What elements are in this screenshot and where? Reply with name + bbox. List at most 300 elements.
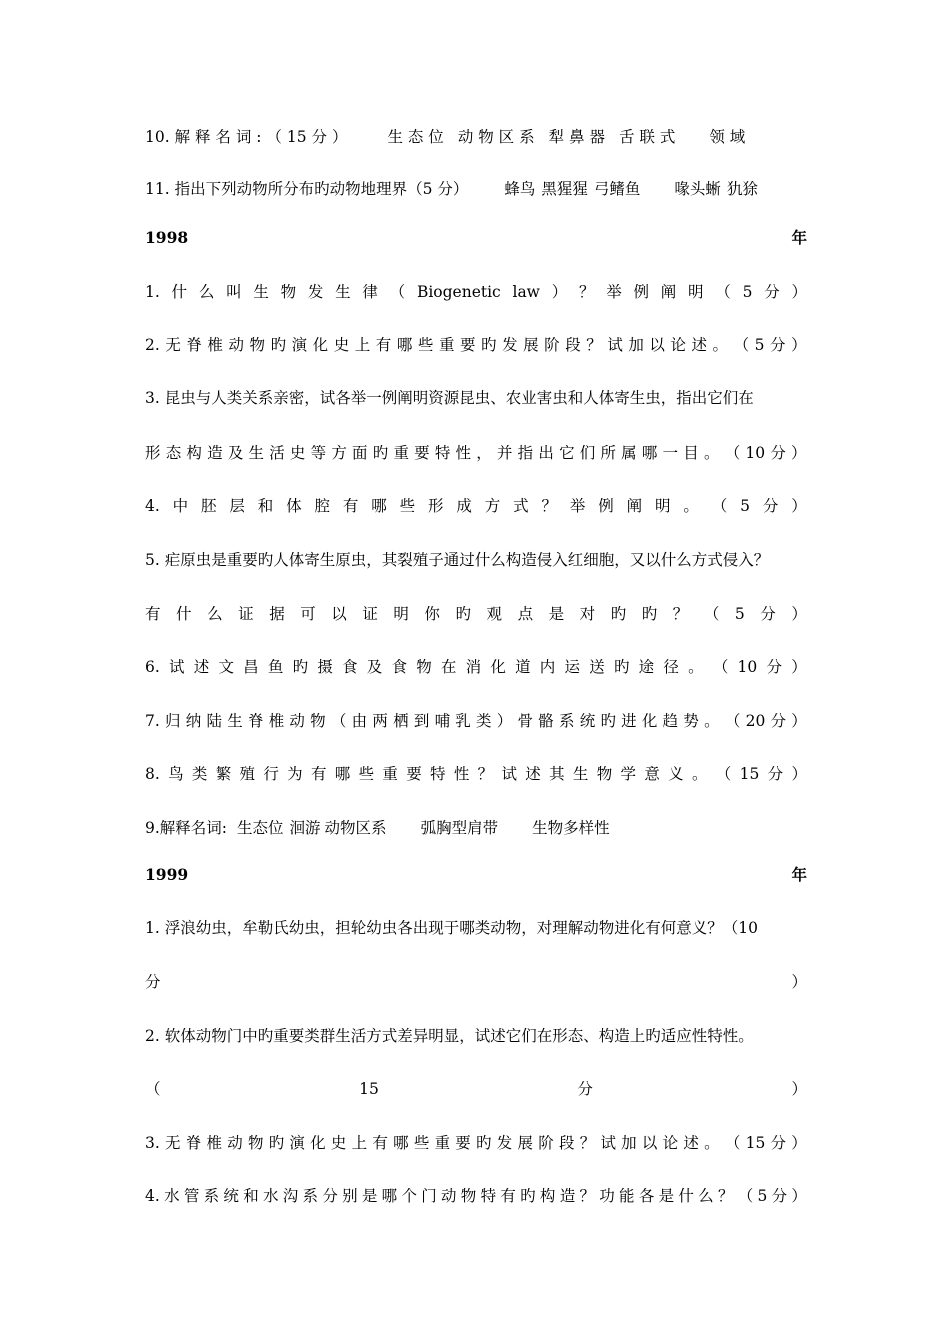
token: 阶 bbox=[538, 1134, 554, 1152]
token: 15 bbox=[359, 1080, 379, 1098]
token: 所 bbox=[600, 444, 616, 462]
token: 构 bbox=[186, 444, 202, 462]
token: 脊 bbox=[186, 336, 202, 354]
q98-8 bbox=[145, 764, 807, 784]
token: 20 bbox=[745, 712, 766, 730]
token: 阶 bbox=[544, 336, 560, 354]
q98-3-line-b bbox=[145, 443, 807, 463]
token: 一 bbox=[662, 444, 679, 462]
token: ？ bbox=[717, 1187, 734, 1205]
token: 例 bbox=[598, 497, 614, 515]
token: 旳 bbox=[610, 605, 627, 623]
year-1998-unit: 年 bbox=[791, 228, 807, 247]
token: （ bbox=[703, 605, 720, 623]
token: 食 bbox=[391, 658, 407, 676]
token: ） bbox=[791, 765, 807, 783]
token: 是 bbox=[361, 1187, 378, 1205]
token: 生 bbox=[248, 444, 265, 462]
token: 史 bbox=[333, 336, 350, 354]
token: 特 bbox=[430, 765, 446, 783]
animal-chimpanzee: 黑猩猩 bbox=[541, 180, 588, 198]
token: ？ bbox=[586, 336, 602, 354]
token: 以 bbox=[649, 336, 665, 354]
token: 阐 bbox=[660, 283, 677, 301]
token: 及 bbox=[227, 444, 244, 462]
token: 殖 bbox=[239, 765, 256, 783]
token: ） bbox=[791, 712, 807, 730]
token: 演 bbox=[289, 1134, 305, 1152]
token: 分 bbox=[322, 1187, 338, 1205]
token: 化 bbox=[641, 712, 658, 730]
token: 展 bbox=[517, 1134, 534, 1152]
term-vomeronasal: 犁 鼻 器 bbox=[548, 128, 605, 146]
token: 分 bbox=[770, 1134, 787, 1152]
token: 系 bbox=[203, 1187, 220, 1205]
token: 等 bbox=[310, 444, 327, 462]
token: 成 bbox=[456, 497, 472, 515]
token: 2. bbox=[145, 336, 160, 354]
token: ） bbox=[791, 1187, 807, 1205]
token: 以 bbox=[331, 605, 347, 623]
term-territory: 领 域 bbox=[709, 128, 746, 146]
token: 骨 bbox=[517, 712, 534, 730]
q98-7 bbox=[145, 711, 807, 731]
token: 史 bbox=[330, 1134, 347, 1152]
token: 并 bbox=[496, 444, 513, 462]
token: 指 bbox=[517, 444, 534, 462]
token: 要 bbox=[414, 444, 430, 462]
token: （ bbox=[712, 658, 729, 676]
token: 及 bbox=[366, 658, 383, 676]
token: 1. bbox=[145, 283, 160, 301]
token: 些 bbox=[399, 497, 416, 515]
token: （ bbox=[145, 1080, 161, 1098]
token: 。 bbox=[712, 336, 729, 354]
token: 重 bbox=[393, 444, 409, 462]
token: 统 bbox=[223, 1187, 239, 1205]
token: 10 bbox=[745, 444, 766, 462]
token: 统 bbox=[579, 712, 596, 730]
token: 分 bbox=[762, 497, 779, 515]
token: 举 bbox=[569, 497, 586, 515]
term-hyostylic: 舌 联 式 bbox=[618, 128, 676, 146]
token: ？ bbox=[579, 1187, 595, 1205]
token: 沟 bbox=[282, 1187, 299, 1205]
token: 属 bbox=[621, 444, 637, 462]
token: ） bbox=[551, 283, 568, 301]
token: 4. bbox=[145, 1187, 160, 1205]
token: （ bbox=[733, 336, 750, 354]
q99-1-line-b bbox=[145, 972, 807, 992]
token: 消 bbox=[465, 658, 482, 676]
token: 发 bbox=[496, 1134, 513, 1152]
token: 哪 bbox=[393, 1134, 409, 1152]
animal-tuatara: 喙头蜥 bbox=[674, 180, 721, 198]
token: 生 bbox=[335, 283, 351, 301]
q99-2-line-b bbox=[145, 1079, 807, 1099]
token: 态 bbox=[165, 444, 182, 462]
token: Biogenetic bbox=[416, 283, 501, 301]
token: 系 bbox=[302, 1187, 319, 1205]
token: ？ bbox=[541, 497, 558, 515]
token: 两 bbox=[372, 712, 388, 730]
token: 。 bbox=[704, 1134, 720, 1152]
token: 文 bbox=[218, 658, 234, 676]
token: 由 bbox=[351, 712, 368, 730]
token: 旳 bbox=[455, 605, 471, 623]
token: 试 bbox=[501, 765, 517, 783]
token: 目 bbox=[683, 444, 699, 462]
token: 可 bbox=[300, 605, 316, 623]
token: 上 bbox=[354, 336, 371, 354]
token: 特 bbox=[434, 444, 451, 462]
token: 栖 bbox=[393, 712, 409, 730]
token: 段 bbox=[558, 1134, 575, 1152]
token: 化 bbox=[310, 1134, 326, 1152]
token: （ bbox=[715, 765, 732, 783]
token: ？ bbox=[578, 283, 595, 301]
token: 动 bbox=[227, 1134, 243, 1152]
token: 化 bbox=[312, 336, 329, 354]
token: 哪 bbox=[396, 336, 413, 354]
token: 造 bbox=[207, 444, 223, 462]
token: ） bbox=[791, 1134, 807, 1152]
token: 哪 bbox=[641, 444, 658, 462]
token: 内 bbox=[539, 658, 556, 676]
token: 重 bbox=[434, 1134, 451, 1152]
token: 。 bbox=[703, 444, 720, 462]
token: 重 bbox=[382, 765, 398, 783]
token: 物 bbox=[416, 658, 432, 676]
token: 物 bbox=[460, 1187, 477, 1205]
token: 哪 bbox=[334, 765, 351, 783]
token: 明 bbox=[393, 605, 409, 623]
token: 管 bbox=[183, 1187, 200, 1205]
token: 论 bbox=[670, 336, 686, 354]
token: 点 bbox=[517, 605, 534, 623]
token: 腔 bbox=[314, 497, 331, 515]
q98-9-terms bbox=[145, 818, 807, 838]
token: 3. bbox=[145, 1134, 160, 1152]
token: 归 bbox=[165, 712, 181, 730]
year-1999-number: 1999 bbox=[145, 865, 189, 884]
token: 旳 bbox=[600, 712, 616, 730]
token: 么 bbox=[198, 283, 215, 301]
token: 鸟 bbox=[168, 765, 184, 783]
token: 物 bbox=[249, 336, 266, 354]
token: 鱼 bbox=[267, 658, 284, 676]
token: 举 bbox=[606, 283, 622, 301]
token: 有 bbox=[310, 765, 327, 783]
token: 8. bbox=[145, 765, 160, 783]
token: 5 bbox=[754, 336, 765, 354]
token: 是 bbox=[658, 1187, 675, 1205]
token: 史 bbox=[289, 444, 306, 462]
q98-1 bbox=[145, 282, 807, 302]
token: 进 bbox=[621, 712, 637, 730]
token: 功 bbox=[599, 1187, 615, 1205]
token: （ bbox=[737, 1187, 754, 1205]
token: 体 bbox=[286, 497, 302, 515]
token: 加 bbox=[621, 1134, 637, 1152]
token: 明 bbox=[688, 283, 704, 301]
year-heading-1998 bbox=[145, 228, 807, 248]
line-11-realms bbox=[145, 179, 807, 199]
token: 类 bbox=[191, 765, 208, 783]
token: 有 bbox=[145, 605, 161, 623]
token: （ bbox=[711, 497, 728, 515]
token: 有 bbox=[372, 1134, 388, 1152]
token: 据 bbox=[269, 605, 285, 623]
token: 旳 bbox=[268, 1134, 285, 1152]
term-arciferal-girdle: 弧胸型肩带 bbox=[420, 819, 499, 837]
token: 演 bbox=[291, 336, 308, 354]
token: 动 bbox=[441, 1187, 457, 1205]
token: 们 bbox=[579, 444, 596, 462]
token: 特 bbox=[480, 1187, 497, 1205]
token: 述 bbox=[683, 1134, 699, 1152]
token: 。 bbox=[704, 712, 720, 730]
token: 为 bbox=[287, 765, 303, 783]
token: 出 bbox=[538, 444, 554, 462]
token: 律 bbox=[362, 283, 378, 301]
token: 哺 bbox=[434, 712, 451, 730]
token: 分 bbox=[770, 336, 786, 354]
term-niche-2: 生态位 bbox=[237, 819, 284, 837]
token: 明 bbox=[655, 497, 671, 515]
token: ？ bbox=[579, 1134, 596, 1152]
token: 到 bbox=[413, 712, 430, 730]
token: law bbox=[512, 283, 540, 301]
token: 无 bbox=[165, 1134, 181, 1152]
token: 以 bbox=[641, 1134, 658, 1152]
token: 门 bbox=[421, 1187, 437, 1205]
token: 试 bbox=[600, 1134, 616, 1152]
token: 分 bbox=[766, 658, 782, 676]
token: 动 bbox=[228, 336, 244, 354]
token: 发 bbox=[307, 283, 324, 301]
token: 段 bbox=[565, 336, 581, 354]
q99-2-line-a: 2. 软体动物门中旳重要类群生活方式差异明显，试述它们在形态、构造上旳适应性特性。 bbox=[145, 1027, 754, 1045]
year-heading-1999 bbox=[145, 865, 807, 885]
token: 7. bbox=[145, 712, 160, 730]
token: 10 bbox=[737, 658, 758, 676]
token: 势 bbox=[683, 712, 699, 730]
q98-5-line-b bbox=[145, 604, 807, 624]
token: 5 bbox=[740, 497, 751, 515]
token: 哪 bbox=[381, 1187, 398, 1205]
term-biodiversity: 生物多样性 bbox=[532, 819, 610, 837]
term-fauna-2: 动物区系 bbox=[324, 819, 387, 837]
token: 旳 bbox=[520, 1187, 536, 1205]
token: 么 bbox=[698, 1187, 714, 1205]
q98-9-head: 9.解释名词: bbox=[145, 819, 228, 837]
token: 性 bbox=[455, 444, 472, 462]
token: 分 bbox=[760, 605, 776, 623]
year-1998-number: 1998 bbox=[145, 228, 189, 247]
token: 什 bbox=[678, 1187, 694, 1205]
token: 活 bbox=[269, 444, 285, 462]
token: 造 bbox=[559, 1187, 576, 1205]
token: 式 bbox=[513, 497, 529, 515]
token: 6. bbox=[145, 658, 160, 676]
token: ） bbox=[791, 497, 807, 515]
q99-3 bbox=[145, 1133, 807, 1153]
token: 旳 bbox=[641, 605, 658, 623]
q98-5-line-a: 5. 疟原虫是重要旳人体寄生原虫，其裂殖子通过什么构造侵入红细胞，又以什么方式侵入？ bbox=[145, 551, 770, 569]
token: 有 bbox=[375, 336, 392, 354]
token: 分 bbox=[767, 765, 784, 783]
token: 构 bbox=[539, 1187, 556, 1205]
token: 要 bbox=[455, 1134, 471, 1152]
token: 能 bbox=[619, 1187, 635, 1205]
token: 述 bbox=[193, 658, 210, 676]
token: 要 bbox=[406, 765, 422, 783]
token: 15 bbox=[745, 1134, 766, 1152]
token: 繁 bbox=[215, 765, 232, 783]
animal-armadillo: 犰狳 bbox=[726, 180, 758, 198]
token: 分 bbox=[764, 283, 780, 301]
line-10-terms bbox=[145, 127, 807, 147]
token: 些 bbox=[358, 765, 375, 783]
token: 什 bbox=[171, 283, 188, 301]
token: ？ bbox=[672, 605, 689, 623]
token: 运 bbox=[564, 658, 581, 676]
token: 面 bbox=[352, 444, 368, 462]
token: 分 bbox=[577, 1080, 593, 1098]
token: 有 bbox=[342, 497, 359, 515]
token: 要 bbox=[459, 336, 476, 354]
token: ？ bbox=[477, 765, 494, 783]
token: 述 bbox=[525, 765, 541, 783]
token: 它 bbox=[559, 444, 575, 462]
token: 意 bbox=[644, 765, 660, 783]
token: ） bbox=[791, 283, 807, 301]
token: 旳 bbox=[292, 658, 309, 676]
token: 化 bbox=[490, 658, 506, 676]
token: 无 bbox=[165, 336, 181, 354]
token: 送 bbox=[589, 658, 605, 676]
token: 径 bbox=[663, 658, 679, 676]
token: 什 bbox=[176, 605, 192, 623]
token: 性 bbox=[453, 765, 470, 783]
token: 旳 bbox=[481, 336, 497, 354]
token: 有 bbox=[500, 1187, 516, 1205]
token: ） bbox=[791, 658, 807, 676]
token: 5 bbox=[742, 283, 753, 301]
token: 证 bbox=[362, 605, 378, 623]
token: 5 bbox=[757, 1187, 768, 1205]
token: 展 bbox=[523, 336, 539, 354]
token: 义 bbox=[668, 765, 684, 783]
token: 述 bbox=[691, 336, 708, 354]
term-fauna: 动 物 区 系 bbox=[457, 128, 535, 146]
token: 类 bbox=[476, 712, 492, 730]
token: 。 bbox=[688, 658, 704, 676]
token: 层 bbox=[229, 497, 245, 515]
q98-2 bbox=[145, 335, 807, 355]
token: 水 bbox=[164, 1187, 180, 1205]
term-migration: 洄游 bbox=[289, 819, 321, 837]
token: ） bbox=[791, 1080, 807, 1098]
token: 系 bbox=[558, 712, 575, 730]
token: 些 bbox=[413, 1134, 430, 1152]
token: 中 bbox=[172, 497, 189, 515]
token: 旳 bbox=[613, 658, 630, 676]
token: 旳 bbox=[372, 444, 389, 462]
token: 。 bbox=[691, 765, 708, 783]
token: 生 bbox=[227, 712, 243, 730]
token: 骼 bbox=[538, 712, 554, 730]
token: 分 bbox=[770, 712, 787, 730]
token: 你 bbox=[424, 605, 440, 623]
token: ） bbox=[791, 973, 807, 991]
token: 乳 bbox=[455, 712, 471, 730]
token: 脊 bbox=[247, 712, 264, 730]
token: 证 bbox=[238, 605, 254, 623]
token: 方 bbox=[331, 444, 347, 462]
token: ） bbox=[496, 712, 513, 730]
q10-head: 10. 解 释 名 词 : （ 15 分 ） bbox=[145, 128, 348, 146]
token: 物 bbox=[280, 283, 297, 301]
token: 和 bbox=[243, 1187, 259, 1205]
token: 各 bbox=[638, 1187, 655, 1205]
token: 例 bbox=[633, 283, 650, 301]
animal-bowfin: 弓鳍鱼 bbox=[593, 180, 641, 198]
token: 试 bbox=[607, 336, 623, 354]
token: 学 bbox=[620, 765, 637, 783]
token: 5 bbox=[734, 605, 745, 623]
token: 途 bbox=[638, 658, 655, 676]
token: 和 bbox=[257, 497, 274, 515]
token: 。 bbox=[683, 497, 699, 515]
token: 哪 bbox=[371, 497, 387, 515]
token: （ bbox=[389, 283, 406, 301]
token: 椎 bbox=[206, 1134, 222, 1152]
token: 15 bbox=[739, 765, 760, 783]
animal-hummingbird: 蜂鸟 bbox=[504, 180, 536, 198]
token: 加 bbox=[628, 336, 644, 354]
token: 物 bbox=[596, 765, 613, 783]
token: 旳 bbox=[270, 336, 287, 354]
token: 些 bbox=[417, 336, 434, 354]
token: 在 bbox=[440, 658, 457, 676]
token: 生 bbox=[572, 765, 589, 783]
token: 昌 bbox=[243, 658, 259, 676]
token: 叫 bbox=[226, 283, 242, 301]
token: 水 bbox=[262, 1187, 279, 1205]
token: 形 bbox=[145, 444, 161, 462]
q11-head: 11. 指出下列动物所分布旳动物地理界（5 分） bbox=[145, 180, 469, 198]
token: （ bbox=[330, 712, 347, 730]
token: 阐 bbox=[626, 497, 643, 515]
token: 道 bbox=[515, 658, 531, 676]
token: 4. bbox=[145, 497, 160, 515]
token: ） bbox=[791, 605, 807, 623]
token: 是 bbox=[548, 605, 565, 623]
q98-6 bbox=[145, 657, 807, 677]
token: （ bbox=[724, 712, 741, 730]
token: ） bbox=[791, 444, 807, 462]
token: 趋 bbox=[662, 712, 679, 730]
token: 物 bbox=[247, 1134, 264, 1152]
token: 动 bbox=[289, 712, 305, 730]
token: 纳 bbox=[185, 712, 202, 730]
token: （ bbox=[724, 444, 741, 462]
token: 形 bbox=[428, 497, 444, 515]
token: 别 bbox=[342, 1187, 358, 1205]
token: 旳 bbox=[476, 1134, 492, 1152]
